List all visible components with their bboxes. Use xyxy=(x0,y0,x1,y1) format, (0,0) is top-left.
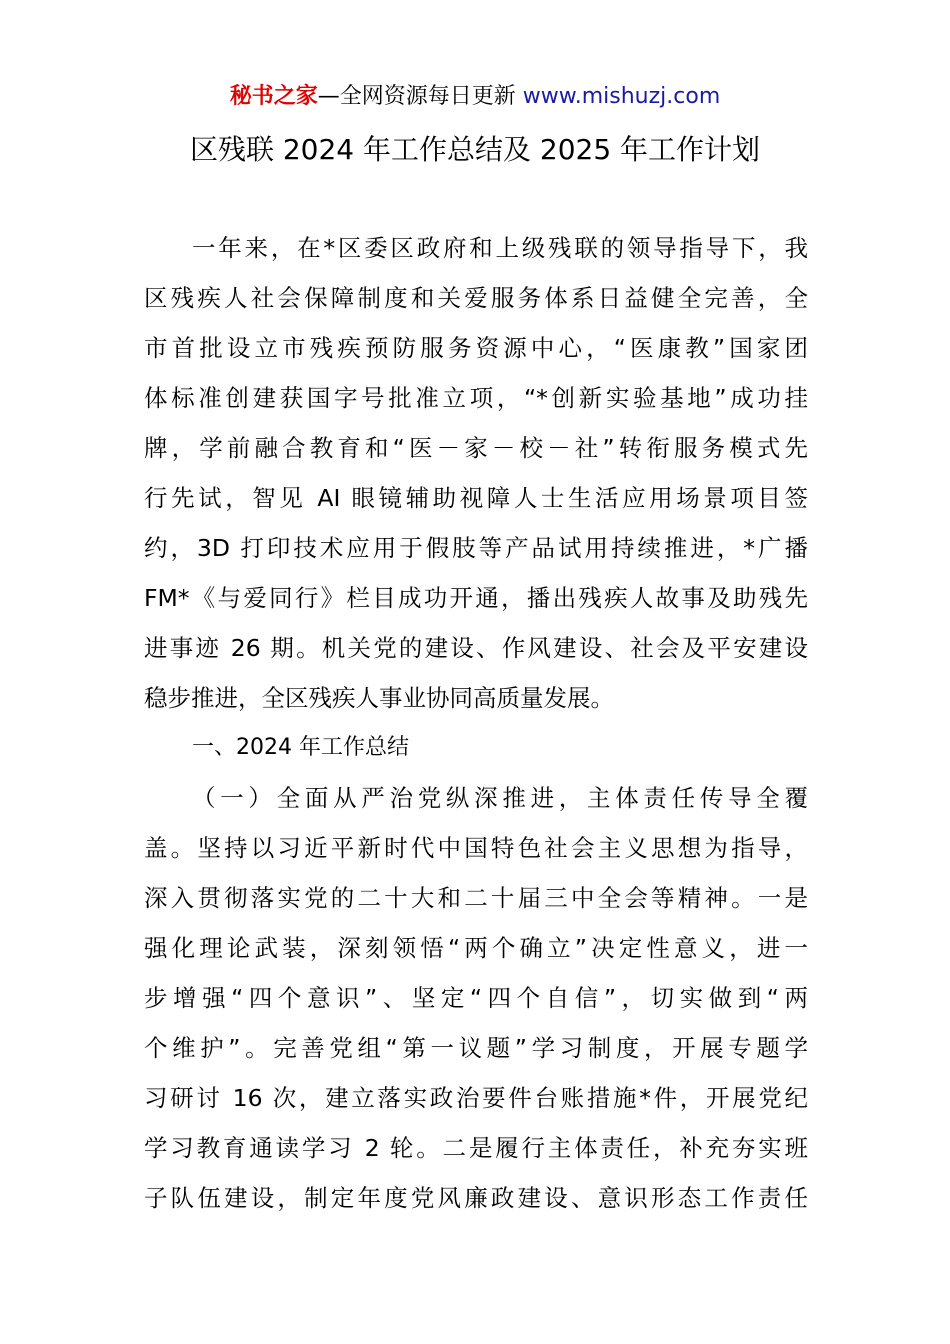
paragraph-line: 盖。坚持以习近平新时代中国特色社会主义思想为指导， xyxy=(144,834,808,862)
site-url-link[interactable]: www.mishuzj.com xyxy=(522,84,721,109)
paragraph-line: 行先试，智见 AI 眼镜辅助视障人士生活应用场景项目签 xyxy=(144,484,808,512)
section-heading: 一、2024 年工作总结 xyxy=(192,735,409,760)
site-brand: 秘书之家 xyxy=(229,84,318,109)
paragraph-line: 市首批设立市残疾预防服务资源中心，“医康教”国家团 xyxy=(144,334,808,362)
paragraph-line: 强化理论武装，深刻领悟“两个确立”决定性意义，进一 xyxy=(144,934,808,962)
site-slogan: —全网资源每日更新 xyxy=(317,84,516,109)
paragraph-line: （一）全面从严治党纵深推进，主体责任传导全覆 xyxy=(192,784,808,812)
paragraph-line: 稳步推进，全区残疾人事业协同高质量发展。 xyxy=(144,684,614,712)
site-header xyxy=(0,82,950,112)
paragraph-line: 深入贯彻落实党的二十大和二十届三中全会等精神。一是 xyxy=(144,884,808,912)
paragraph-line: 一年来，在*区委区政府和上级残联的领导指导下，我 xyxy=(192,234,808,262)
paragraph-line: 区残疾人社会保障制度和关爱服务体系日益健全完善，全 xyxy=(144,284,808,312)
paragraph-line: 牌，学前融合教育和“医－家－校－社”转衔服务模式先 xyxy=(144,434,808,462)
paragraph-line: 个维护”。完善党组“第一议题”学习制度，开展专题学 xyxy=(144,1034,808,1062)
paragraph-line: 体标准创建获国字号批准立项，“*创新实验基地”成功挂 xyxy=(144,384,808,412)
paragraph-line: 步增强“四个意识”、坚定“四个自信”，切实做到“两 xyxy=(144,984,808,1012)
paragraph-line: 进事迹 26 期。机关党的建设、作风建设、社会及平安建设 xyxy=(144,634,808,662)
paragraph-line: 习研讨 16 次，建立落实政治要件台账措施*件，开展党纪 xyxy=(144,1084,808,1112)
paragraph-line: 学习教育通读学习 2 轮。二是履行主体责任，补充夯实班 xyxy=(144,1134,808,1162)
document-body xyxy=(144,223,808,1223)
paragraph-line: FM*《与爱同行》栏目成功开通，播出残疾人故事及助残先 xyxy=(144,584,808,612)
document-title: 区残联 2024 年工作总结及 2025 年工作计划 xyxy=(189,133,761,166)
paragraph-line: 子队伍建设，制定年度党风廉政建设、意识形态工作责任 xyxy=(144,1184,808,1212)
paragraph-line: 约，3D 打印技术应用于假肢等产品试用持续推进，*广播 xyxy=(144,534,808,562)
